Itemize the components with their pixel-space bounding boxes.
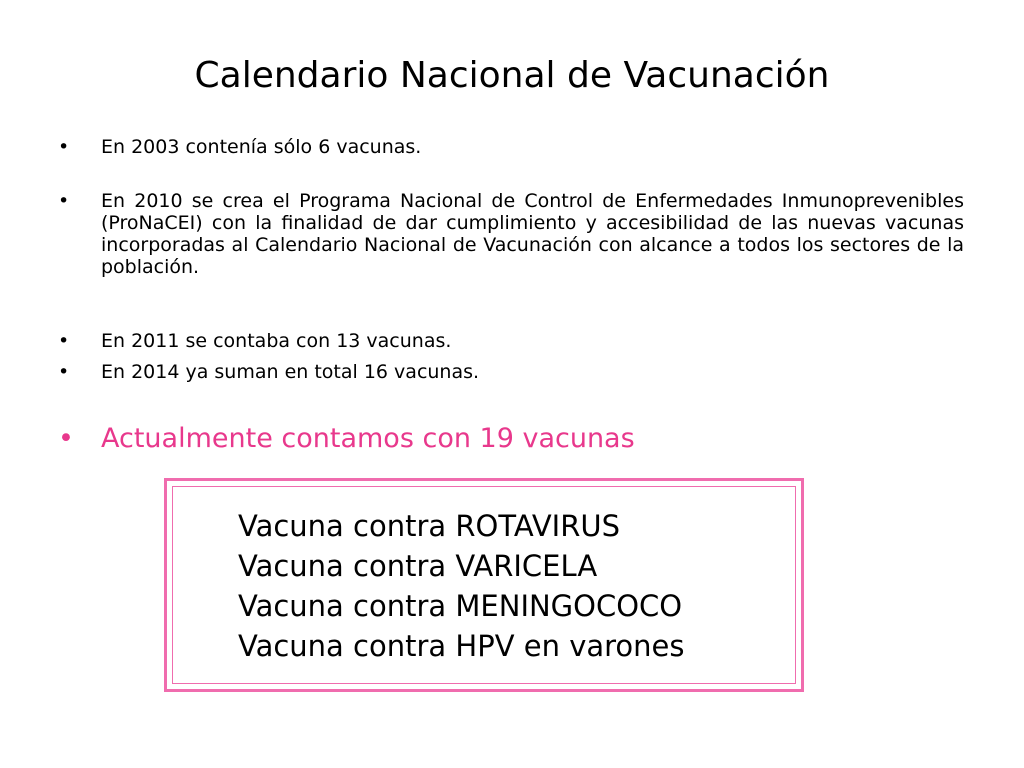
vaccine-item: Vacuna contra MENINGOCOCO <box>238 589 683 623</box>
vaccine-list <box>238 506 684 666</box>
vaccine-item: Vacuna contra HPV en varones <box>238 629 685 663</box>
vaccine-item: Vacuna contra ROTAVIRUS <box>238 509 620 543</box>
vaccine-box <box>164 478 804 692</box>
bullet-text: En 2010 se crea el Programa Nacional de Control de Enfermedades Inmunoprevenibles (ProNaCEI) con la finalidad de dar cumplimiento y accesibilidad de las nuevas vacunas incorporadas al Calendario Nacional de Vacunación con alcance a todos los sectores de la población. <box>101 190 964 278</box>
highlight-text: Actualmente contamos con 19 vacunas <box>101 423 635 454</box>
bullet-dot-icon: • <box>58 136 70 158</box>
bullet-text: En 2003 contenía sólo 6 vacunas. <box>101 136 422 158</box>
bullet-item <box>58 136 964 158</box>
bullet-item <box>58 190 964 278</box>
bullet-text: En 2014 ya suman en total 16 vacunas. <box>101 361 480 383</box>
highlight-bullet <box>58 422 964 456</box>
vaccine-item: Vacuna contra VARICELA <box>238 549 598 583</box>
bullet-item <box>58 361 964 383</box>
bullet-dot-icon: • <box>58 190 70 212</box>
slide-title: Calendario Nacional de Vacunación <box>194 55 830 96</box>
bullet-dot-icon: • <box>58 330 70 352</box>
bullet-item <box>58 330 964 352</box>
bullet-dot-icon: • <box>58 423 74 454</box>
bullet-dot-icon: • <box>58 361 70 383</box>
bullet-text: En 2011 se contaba con 13 vacunas. <box>101 330 452 352</box>
